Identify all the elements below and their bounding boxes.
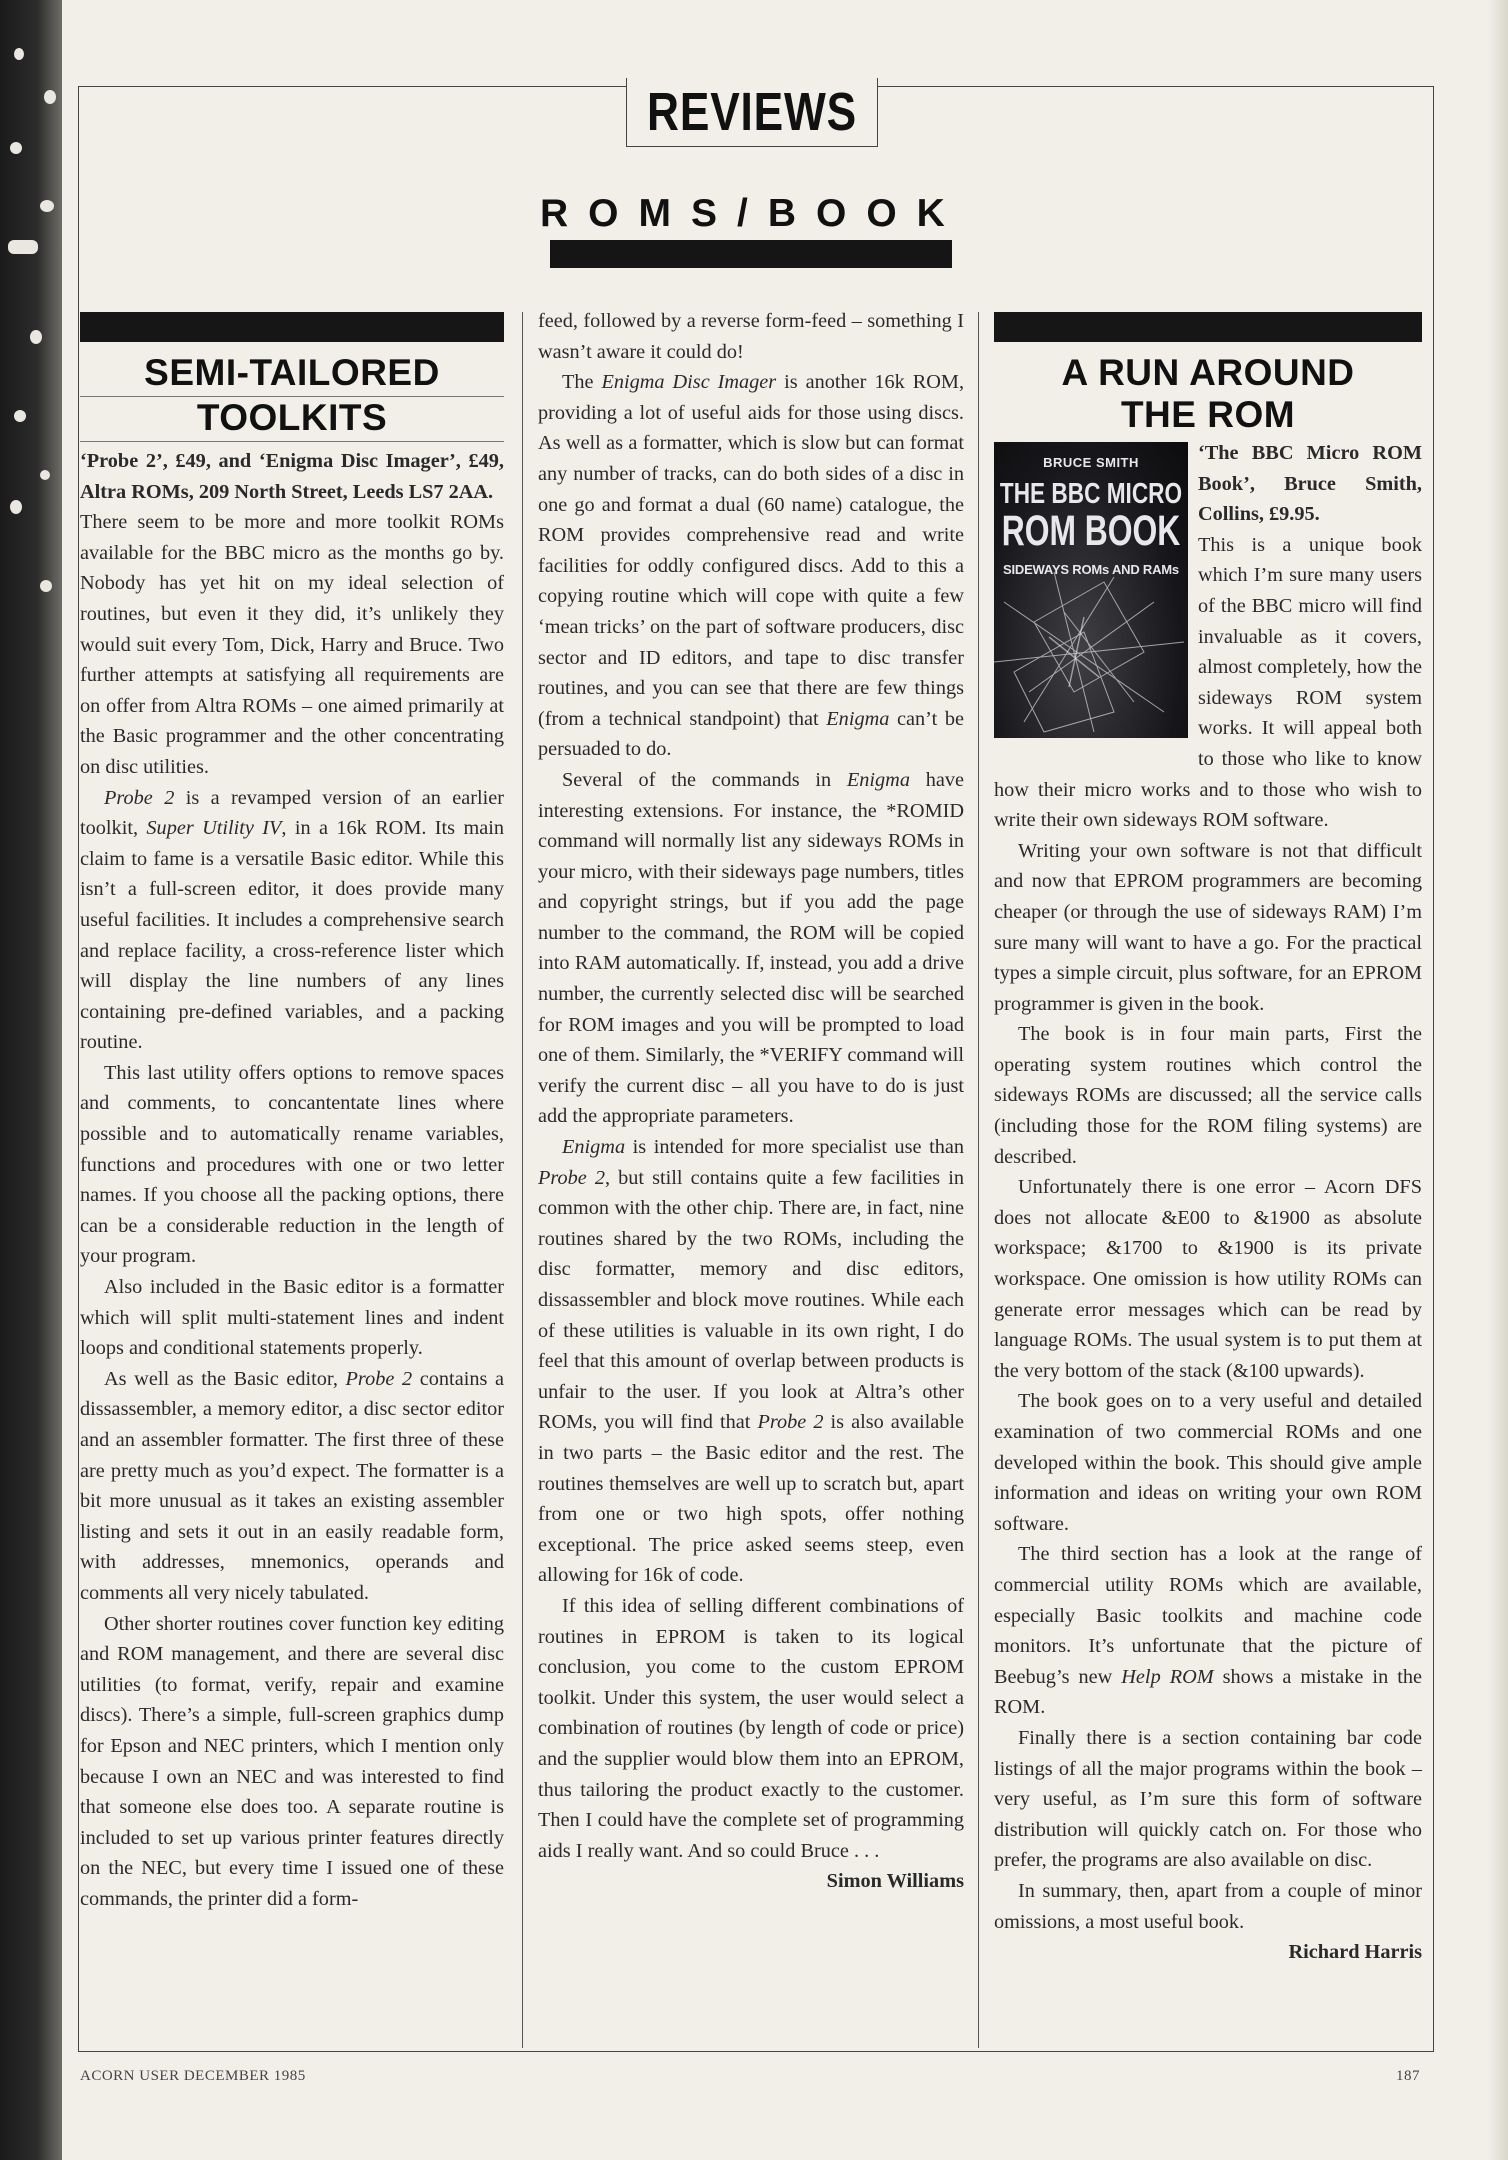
footer-page-number: 187 [1396, 2068, 1420, 2084]
left-heading-line2: TOOLKITS [196, 397, 388, 438]
page-edge [1488, 0, 1508, 2160]
left-paragraph-4: Also included in the Basic editor is a formatter which will split multi-statement lines and indent loops and conditional statements properly. [80, 1276, 504, 1360]
right-paragraph-8: In summary, then, apart from a couple of minor omissions, a most useful book. [994, 1879, 1422, 1933]
column-divider-right [978, 312, 979, 2048]
middle-paragraph-1: feed, followed by a reverse form-feed – something I wasn’t aware it could do! [538, 310, 964, 363]
right-heading-line1: A RUN AROUND [1061, 352, 1355, 393]
left-paragraph-6: Other shorter routines cover function key editing and ROM management, and there are several disc utilities (to format, verify, repair and examine discs). There’s a simple, full-screen graphics dump for Epson and NEC printers, which I mention only because I own an NEC and was interested to find that someone else does too. A separate routine is included to set up various printer features directly on the NEC, but every time I issued one of these commands, the printer did a form- [80, 1612, 504, 1910]
right-paragraph-4: Unfortunately there is one error – Acorn DFS does not allocate &E00 to &1900 as absolute workspace; &1700 to &1900 is its private workspace. One omission is how utility ROMs can generate error messages which can be read by language ROMs. The usual system is to put them at the very bottom of the stack (&100 upwards). [994, 1176, 1422, 1382]
binding-spine [0, 0, 62, 2160]
middle-paragraph-5: If this idea of selling different combinations of routines in EPROM is taken to its logical conclusion, you come to the custom EPROM toolkit. Under this system, the user would select a combination of routines (by length of code or price) and the supplier would blow them into an EPROM, thus tailoring the product exactly to the customer. Then I could have the complete set of programming aids I really want. And so could Bruce . . . [538, 1594, 964, 1862]
right-heading-line2: THE ROM [1120, 394, 1296, 435]
masthead-title: REVIEWS [647, 82, 857, 142]
right-paragraph-6: The third section has a look at the range of commercial utility ROMs which are available, especially Basic toolkits and machine code monitors. It’s unfortunate that the picture of Beebug’s new Help ROM shows a mistake in the ROM. [994, 1543, 1422, 1719]
right-paragraph-1: This is a unique book which I’m sure many users of the BBC micro will find invaluable as it covers, almost completely, how the sideways ROM system works. It will appeal both to those who like to know how their micro works and to those who wish to write their own sideways ROM software. [994, 533, 1422, 832]
right-paragraph-5: The book goes on to a very useful and detailed examination of two commercial ROMs and one developed within the book. This should give ample information and ideas on writing your own ROM software. [994, 1390, 1422, 1535]
right-intro: ‘The BBC Micro ROM Book’, Bruce Smith, Collins, £9.95. [1198, 442, 1422, 526]
left-article-body [80, 446, 504, 1915]
book-cover-title-line1: THE BBC MICRO [999, 477, 1183, 510]
middle-paragraph-2: The Enigma Disc Imager is another 16k ROM, providing a lot of useful aids for those using discs. As well as a formatter, which is slow but can format any number of tracks, can do both sides of a disc in one go and format a dual (60 name) catalogue, the ROM provides comprehensive read and write facilities for oddly configured discs. Add to this a copying routine which will cope with quite a few ‘mean tricks’ on the part of software producers, disc sector and ID editors, and tape to disc transfer routines, and you can see that there are few things (from a technical standpoint) that Enigma can’t be persuaded to do. [538, 371, 965, 761]
left-heading [80, 352, 504, 439]
book-cover-artwork [994, 562, 1188, 738]
left-heading-line1: SEMI-TAILORED [144, 352, 440, 393]
left-heading-bar [80, 312, 504, 342]
section-title: ROMS/BOOK [540, 192, 965, 235]
right-article-body [994, 438, 1422, 1968]
right-signature: Richard Harris [1288, 1941, 1422, 1964]
left-paragraph-5: As well as the Basic editor, Probe 2 contains a dissassembler, a memory editor, a disc sector editor and an assembler formatter. The first three of these are pretty much as you’d expect. The formatter is a bit more unusual as it takes an existing assembler listing and sets it out in an easily readable form, with addresses, mnemonics, operands and comments all very nicely tabulated. [80, 1367, 504, 1604]
section-bar [550, 240, 952, 268]
middle-signature: Simon Williams [826, 1870, 964, 1893]
book-cover-author: BRUCE SMITH [1043, 455, 1139, 470]
left-heading-rule2 [80, 441, 504, 442]
book-cover-image [994, 442, 1188, 738]
right-paragraph-7: Finally there is a section containing bar code listings of all the major programs within the book – very useful, as I’m sure this form of software distribution will quickly catch on. For those who prefer, the programs are also available on disc. [994, 1726, 1422, 1872]
column-divider-left [522, 312, 523, 2048]
left-paragraph-1: There seem to be more and more toolkit ROMs available for the BBC micro as the months go by. Nobody has yet hit on my ideal selection of routines, but even it they did, it’s unlikely they would suit every Tom, Dick, Harry and Bruce. Two further attempts at satisfying all requirements are on offer from Altra ROMs – one aimed primarily at the Basic programmer and the other concentrating on disc utilities. [80, 511, 504, 778]
middle-paragraph-3: Several of the commands in Enigma have interesting extensions. For instance, the *ROMID command will normally list any sideways ROMs in your micro, with their sideways page numbers, titles and copyright strings, but if you add the page number to the command, the ROM will be copied into RAM automatically. If, instead, you add a drive number, the currently selected disc will be searched for ROM images and you will be prompted to load one of them. Similarly, the *VERIFY command will verify the current disc – all you have to do is just add the appropriate parameters. [538, 768, 965, 1128]
right-column [994, 312, 1422, 1968]
left-intro: ‘Probe 2’, £49, and ‘Enigma Disc Imager’, £49, Altra ROMs, 209 North Street, Leeds LS7 2AA. [80, 450, 504, 503]
right-heading-bar [994, 312, 1422, 342]
book-cover-subtitle: SIDEWAYS ROMs AND RAMs [1003, 561, 1179, 577]
right-paragraph-3: The book is in four main parts, First the operating system routines which control the sideways ROMs are discussed; all the service calls (including those for the ROM filing systems) are described. [994, 1023, 1422, 1168]
masthead [626, 78, 878, 147]
middle-article-body [538, 306, 964, 1897]
right-heading [994, 352, 1422, 436]
right-paragraph-2: Writing your own software is not that difficult and now that EPROM programmers are becoming cheaper (or through the use of sideways RAM) I’m sure many will want to have a go. For the practical types a simple circuit, plus software, for an EPROM programmer is given in the book. [994, 839, 1422, 1015]
middle-paragraph-4: Enigma is intended for more specialist use than Probe 2, but still contains quite a few facilities in common with the other chip. There are, in fact, nine routines shared by the two ROMs, including the disc formatter, memory and disc editors, dissassembler and block move routines. While each of these utilities is valuable in its own right, I do feel that this amount of overlap between products is unfair to the user. If you look at Altra’s other ROMs, you will find that Probe 2 is also available in two parts – the Basic editor and the rest. The routines themselves are well up to scratch but, apart from one or two high spots, offer nothing exceptional. The price asked seems steep, even allowing for 16k of code. [538, 1136, 964, 1587]
footer-magazine: ACORN USER DECEMBER 1985 [80, 2068, 306, 2084]
left-paragraph-2: Probe 2 is a revamped version of an earlier toolkit, Super Utility IV, in a 16k ROM. Its main claim to fame is a versatile Basic editor. While this isn’t a full-screen editor, it does provide many useful facilities. It includes a comprehensive search and replace facility, a cross-reference lister which will display the line numbers of any lines containing pre-defined variables, and a packing routine. [80, 786, 504, 1054]
left-column [80, 312, 504, 1915]
left-paragraph-3: This last utility offers options to remove spaces and comments, to concantentate lines where possible and to automatically rename variables, functions and procedures with one or two letter names. If you choose all the packing options, there can be a considerable reduction in the length of your program. [80, 1061, 504, 1268]
middle-column [538, 306, 964, 1897]
book-cover-title-line2: ROM BOOK [1001, 506, 1181, 555]
